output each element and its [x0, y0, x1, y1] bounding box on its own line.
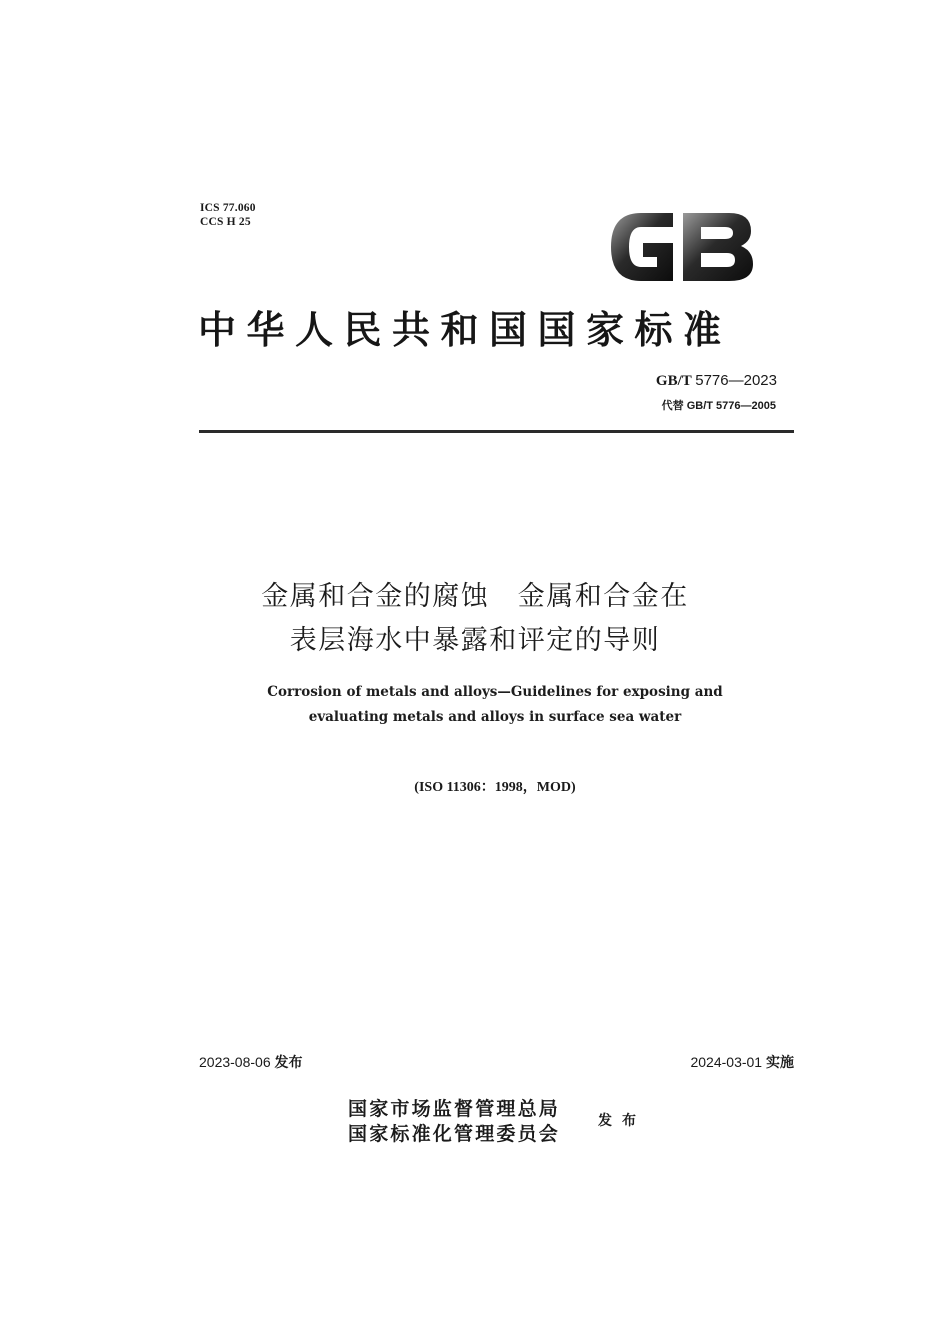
ccs-code: CCS H 25: [200, 216, 251, 228]
issue-date-value: 2023-08-06: [199, 1054, 271, 1070]
replaced-standard: 代替 GB/T 5776—2005: [661, 400, 776, 412]
header-divider: [199, 430, 794, 433]
implementation-date-value: 2024-03-01: [690, 1054, 763, 1070]
issuer-sac: 国家标准化管理委员会: [348, 1123, 561, 1145]
english-title-line-2: evaluating metals and alloys in surface sea water: [308, 709, 682, 725]
chinese-title-line-2: 表层海水中暴露和评定的导则: [289, 625, 661, 656]
standard-prefix: GB/T: [655, 373, 692, 389]
gb-logo: [607, 207, 755, 287]
implementation-date-label: 实施: [766, 1055, 794, 1071]
issuer-samr: 国家市场监督管理总局: [348, 1098, 561, 1120]
iso-reference: (ISO 11306：1998，MOD): [414, 780, 576, 795]
english-title-line-1: Corrosion of metals and alloys—Guidelines for exposing and: [267, 684, 723, 700]
publish-label: 发布: [598, 1113, 646, 1129]
standard-number-value: 5776—2023: [695, 372, 777, 389]
standard-number: [656, 372, 777, 390]
issue-date-label: 发布: [274, 1055, 303, 1071]
implementation-date: [690, 1052, 794, 1072]
national-standard-heading: 中华人民共和国国家标准: [198, 307, 732, 352]
chinese-title-line-1: 金属和合金的腐蚀 金属和合金在: [261, 581, 689, 612]
gb-logo-text: GB: [607, 207, 609, 208]
issuing-authorities: [348, 1097, 560, 1147]
classification-codes: [200, 201, 256, 229]
ics-code: ICS 77.060: [200, 202, 256, 214]
issue-date: [199, 1052, 303, 1072]
